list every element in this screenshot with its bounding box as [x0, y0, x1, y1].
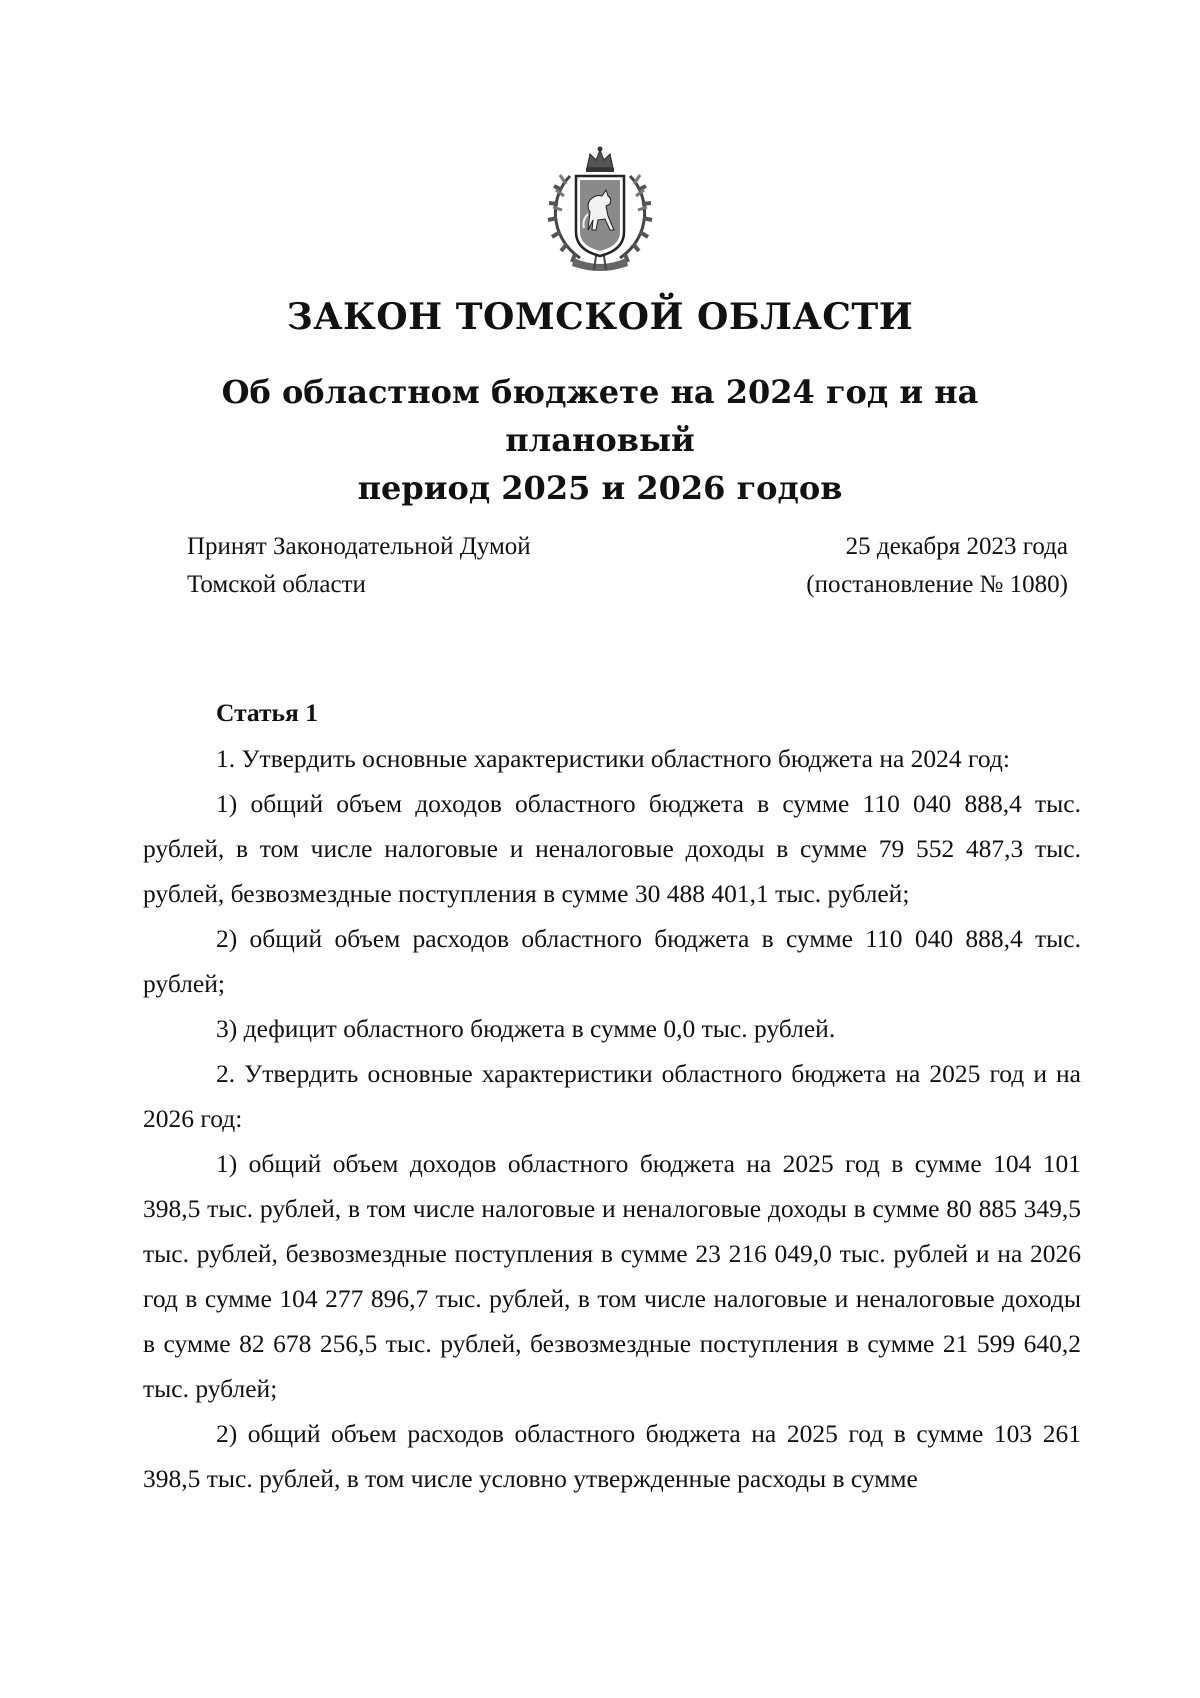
- document-title: ЗАКОН ТОМСКОЙ ОБЛАСТИ: [286, 296, 914, 338]
- article-paragraph: 1. Утвердить основные характеристики областного бюджета на 2024 год:: [216, 744, 1010, 773]
- subtitle-line: период 2025 и 2026 годов: [357, 469, 843, 507]
- document-subtitle: [160, 368, 1040, 512]
- adoption-date: [806, 528, 1068, 604]
- subtitle-line: Об областном бюджете на 2024 год и на плановый: [221, 373, 979, 459]
- adoption-date-line: 25 декабря 2023 года: [845, 533, 1068, 560]
- article-paragraph: 2) общий объем расходов областного бюджета на 2025 год в сумме 103 261 398,5 тыс. рублей, в том числе условно утвержденные расходы в сумме: [143, 1419, 1081, 1493]
- adoption-body-line: Принят Законодательной Думой: [187, 533, 531, 560]
- article-heading: Статья 1: [216, 698, 318, 727]
- coat-of-arms-icon: [540, 146, 660, 274]
- adoption-resolution-line: (постановление № 1080): [806, 571, 1068, 598]
- article-paragraph: 2. Утвердить основные характеристики областного бюджета на 2025 год и на 2026 год:: [143, 1059, 1081, 1133]
- article-body: [143, 690, 1081, 1501]
- adoption-body: [187, 528, 531, 604]
- article-paragraph: 1) общий объем доходов областного бюджета в сумме 110 040 888,4 тыс. рублей, в том числе налоговые и неналоговые доходы в сумме 79 552 487,3 тыс. рублей, безвозмездные поступления в сумме 30 488 401,1 тыс. рублей;: [143, 789, 1081, 908]
- article-paragraph: 1) общий объем доходов областного бюджета на 2025 год в сумме 104 101 398,5 тыс. рублей, в том числе налоговые и неналоговые доходы в сумме 80 885 349,5 тыс. рублей, безвозмездные поступления в сумме 23 216 049,0 тыс. рублей и на 2026 год в сумме 104 277 896,7 тыс. рублей, в том числе налоговые и неналоговые доходы в сумме 82 678 256,5 тыс. рублей, безвозмездные поступления в сумме 21 599 640,2 тыс. рублей;: [143, 1149, 1081, 1403]
- article-paragraph: 3) дефицит областного бюджета в сумме 0,0 тыс. рублей.: [216, 1014, 836, 1043]
- adoption-body-line: Томской области: [187, 571, 366, 598]
- article-paragraph: 2) общий объем расходов областного бюджета в сумме 110 040 888,4 тыс. рублей;: [143, 924, 1081, 998]
